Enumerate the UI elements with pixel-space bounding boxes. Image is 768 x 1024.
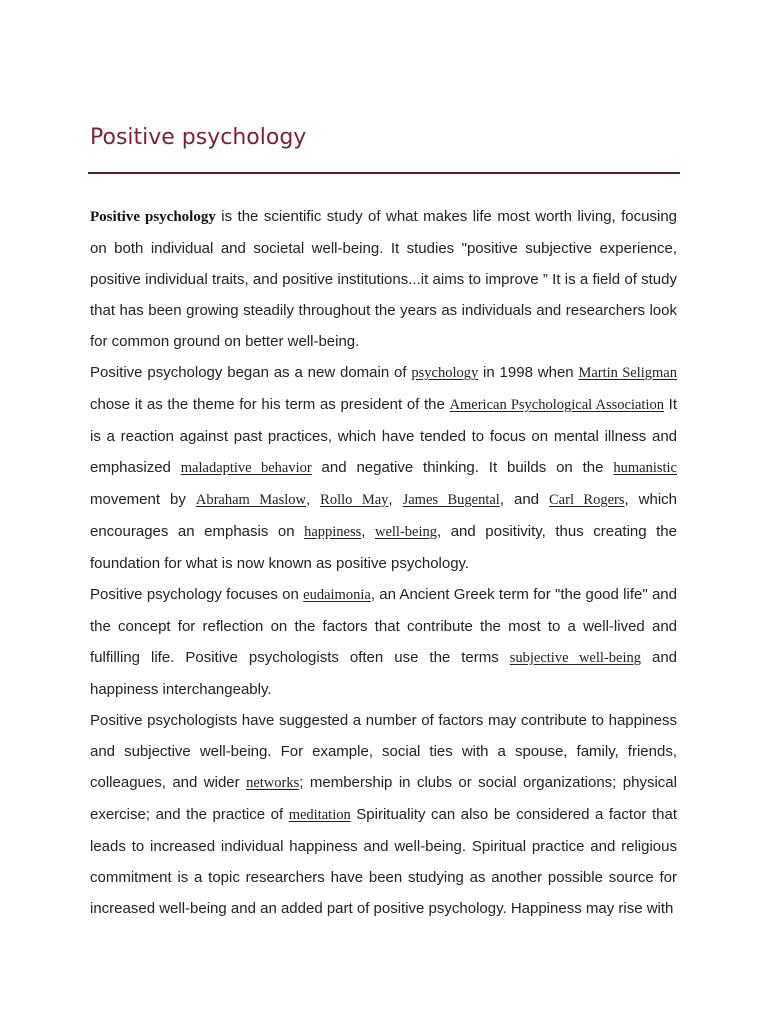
paragraph-intro — [90, 201, 677, 357]
paragraph-text: Spirituality can also be considered a factor that leads to increased individual happiness and well-being. Spiritual practice and religious commitment is a topic researchers have been studying as another possible source for increased well-being and an added part of positive psychology. Happiness may rise with — [90, 806, 677, 917]
paragraph-text: Positive psychologists have suggested a number of factors may contribute to happiness and subjective well-being. For example, social ties with a spouse, family, friends, colleagues, and wider — [90, 712, 677, 791]
paragraph-text: , an Ancient Greek term for "the good life" and the concept for reflection on the factors that contribute the most to a well-lived and fulfilling life. Positive psychologists often use the terms — [90, 586, 677, 666]
paragraph-text: and happiness interchangeably. — [90, 649, 677, 698]
paragraph-text: , — [388, 491, 403, 508]
link-networks[interactable]: networks — [246, 775, 300, 791]
link-martin-seligman[interactable]: Martin Seligman — [578, 365, 677, 381]
link-happiness[interactable]: happiness — [304, 524, 362, 540]
paragraph-text: movement by — [90, 491, 196, 508]
link-american-psychological-association[interactable]: American Psychological Association — [449, 397, 664, 413]
paragraph-text: chose it as the theme for his term as president of the — [90, 396, 450, 413]
paragraph-text: Positive psychology focuses on — [90, 586, 304, 603]
page-title: Positive psychology — [90, 125, 307, 150]
link-subjective-well-being[interactable]: subjective well-being — [509, 650, 641, 666]
paragraph-text: in 1998 when — [478, 364, 579, 381]
paragraph-text: ; membership in clubs or social organizations; physical exercise; and the practice of — [90, 774, 677, 823]
paragraph-text: , — [361, 523, 375, 540]
link-well-being[interactable]: well-being — [374, 524, 437, 540]
link-rollo-may[interactable]: Rollo May — [320, 492, 389, 508]
paragraph-text: , and positivity, thus creating the foundation for what is now known as positive psychology. — [90, 523, 677, 572]
paragraph-eudaimonia — [90, 579, 677, 705]
paragraph-text: , — [305, 491, 321, 508]
link-meditation[interactable]: meditation — [288, 807, 351, 823]
paragraph-text: and negative thinking. It builds on the — [311, 459, 614, 476]
paragraph-factors — [90, 705, 677, 924]
paragraph-text: Positive psychology began as a new domain of — [90, 364, 412, 381]
link-maladaptive-behavior[interactable]: maladaptive behavior — [180, 460, 312, 476]
paragraph-text: It is a reaction against past practices, which have tended to focus on mental illness and emphasized — [90, 396, 677, 476]
article-body — [90, 201, 677, 931]
title-divider — [88, 172, 680, 174]
link-eudaimonia[interactable]: eudaimonia — [303, 587, 371, 603]
paragraph-history — [90, 357, 677, 579]
link-humanistic[interactable]: humanistic — [613, 460, 677, 476]
paragraph-text: is the scientific study of what makes life most worth living, focusing on both individual and societal well-being. It studies "positive subjective experience, positive individual traits, and positive institutions...it aims to improve ” It is a field of study that has been growing steadily throughout the years as individuals and researchers look for common ground on better well-being. — [90, 208, 677, 350]
link-abraham-maslow[interactable]: Abraham Maslow — [195, 492, 306, 508]
paragraph-text: , which encourages an emphasis on — [90, 491, 677, 540]
bold-term-positive-psychology: Positive psychology — [90, 209, 216, 225]
link-james-bugental[interactable]: James Bugental — [402, 492, 500, 508]
link-carl-rogers[interactable]: Carl Rogers — [549, 492, 625, 508]
link-psychology[interactable]: psychology — [411, 365, 479, 381]
paragraph-text: , and — [499, 491, 550, 508]
